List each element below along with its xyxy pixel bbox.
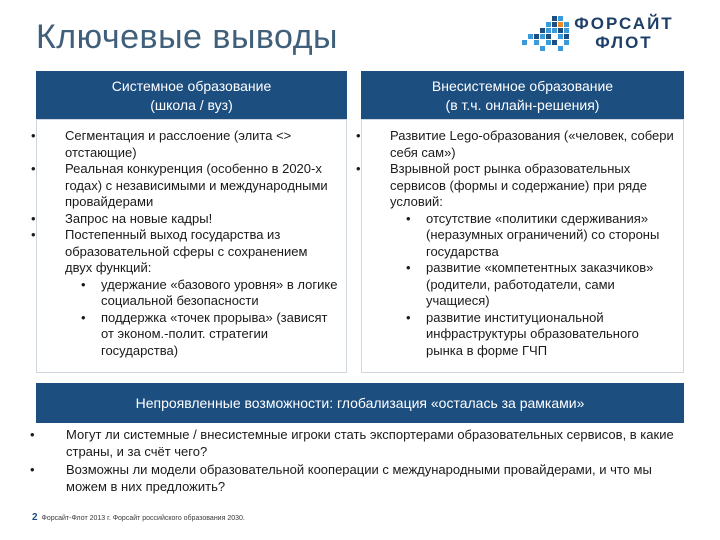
list-item: • Могут ли системные / внесистемные игроки стать экспортерами образовательных сервисов, в какие страны, и за счёт чего?: [36, 427, 684, 460]
right-list: [362, 128, 683, 359]
sublist-item: • поддержка «точек прорыва» (зависят от эконом.-полит. стратегии государства): [65, 310, 338, 360]
logo-line-1: ФОРСАЙТ: [574, 14, 674, 33]
right-column-heading: [361, 71, 684, 119]
list-item: • Запрос на новые кадры!: [37, 211, 346, 228]
list-item-text: Взрывной рост рынка образовательных сервисов (формы и содержание) при ряде условий:: [390, 161, 648, 209]
list-item: • Возможны ли модели образовательной кооперации с международными провайдерами, и что мы можем в них предложить?: [36, 462, 684, 495]
left-heading-line-2: (школа / вуз): [150, 97, 233, 113]
footer-text: Форсайт-Флот 2013 г. Форсайт российского образования 2030.: [41, 515, 245, 522]
questions-list: [36, 427, 684, 497]
list-item: • Развитие Lego-образования («человек, собери себя сам»): [362, 128, 683, 161]
list-item: [37, 227, 346, 359]
logo-pixel-icon: [522, 14, 572, 56]
right-heading-line-1: Внесистемное образование: [431, 78, 614, 94]
left-column-heading: [36, 71, 347, 119]
slide-title: Ключевые выводы: [36, 18, 338, 56]
left-column-body: [36, 119, 347, 373]
left-sublist: [65, 277, 338, 360]
left-list: [37, 128, 346, 359]
sublist-item: • удержание «базового уровня» в логике социальной безопасности: [65, 277, 338, 310]
logo-text: [574, 14, 674, 52]
opportunities-banner: Непроявленные возможности: глобализация «осталась за рамками»: [36, 383, 684, 423]
list-item-text: Постепенный выход государства из образовательной сферы с сохранением двух функций:: [65, 227, 308, 275]
right-heading-line-2: (в т.ч. онлайн-решения): [445, 97, 600, 113]
list-item: • Сегментация и расслоение (элита <> отстающие): [37, 128, 346, 161]
right-column-body: [361, 119, 684, 373]
list-item: • Реальная конкуренция (особенно в 2020-х годах) с независимыми и международными провайдерами: [37, 161, 346, 211]
sublist-item: • развитие институциональной инфраструктуры образовательного рынка в форме ГЧП: [390, 310, 675, 360]
right-sublist: [390, 211, 675, 360]
logo-line-2: ФЛОТ: [595, 33, 653, 52]
page-number: 2: [32, 512, 38, 523]
sublist-item: • развитие «компетентных заказчиков» (родители, работодатели, сами учащиеся): [390, 260, 675, 310]
logo: [522, 14, 682, 56]
sublist-item: • отсутствие «политики сдерживания» (неразумных ограничений) со стороны государства: [390, 211, 675, 261]
list-item: [362, 161, 683, 359]
left-heading-line-1: Системное образование: [111, 78, 272, 94]
footer: [32, 512, 245, 523]
